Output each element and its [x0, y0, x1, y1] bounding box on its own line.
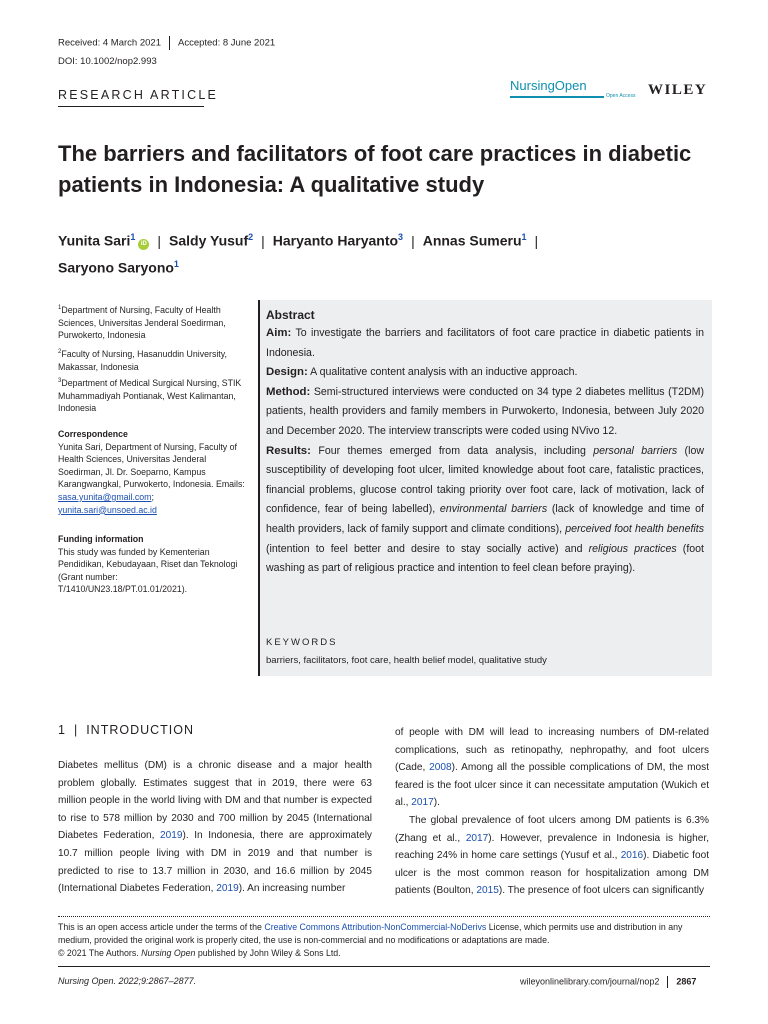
- article-type: RESEARCH ARTICLE: [58, 88, 219, 102]
- license-notice: This is an open access article under the terms of the Creative Commons Attribution-NonCommercial-NoDerivs License, which permits use and distribution in any medium, provided the original work is properly cited, the use is non-commercial and no modifications or adaptations are made. © 2021 The Authors. Nursing Open published by John Wiley & Sons Ltd.: [58, 922, 683, 958]
- section-heading: 1 | INTRODUCTION: [58, 723, 195, 737]
- author-name[interactable]: Haryanto Haryanto: [272, 232, 399, 249]
- abstract-method: Method: Semi-structured interviews were conducted on 34 type 2 diabetes mellitus (T2DM) patients, health providers and family members in Purwokerto, Indonesia, between July 2020 and December 2020. The interview transcripts were coded using NVivo 12.: [266, 385, 704, 437]
- divider: [667, 976, 668, 988]
- accepted-date: Accepted: 8 June 2021: [177, 37, 276, 49]
- abstract-design: Design: A qualitative content analysis with an inductive approach.: [266, 366, 578, 379]
- author-affiliation-ref[interactable]: 3: [398, 232, 404, 242]
- journal-logo: NursingOpen: [510, 78, 587, 93]
- correspondence-text: Yunita Sari, Department of Nursing, Faculty of Health Sciences, Universitas Jenderal Soedirman, Jl. Dr. Soeparno, Kampus Karangwangkal, Purwokerto, Indonesia.: [58, 441, 237, 490]
- footer-right: [520, 976, 696, 988]
- author-affiliation-ref[interactable]: 1: [130, 232, 136, 242]
- emails-label: Emails:: [215, 479, 245, 490]
- abstract: [266, 306, 704, 579]
- author-name[interactable]: Yunita Sari: [58, 232, 131, 249]
- orcid-icon[interactable]: iD: [138, 239, 149, 250]
- author-name[interactable]: Saldy Yusuf: [169, 232, 249, 249]
- citation-link[interactable]: 2019: [216, 883, 239, 895]
- body-column-left: Diabetes mellitus (DM) is a chronic disease and a major health problem globally. Estimates suggest that in 2019, there were 63 million people in the world living with DM and that number is expected to rise to 578 million by 2030 and 700 million by 2045 (International Diabetes Federation, 2019). In Indonesia, there are approximately 10.7 million people living with DM in 2019 and that number is predicted to rise to 13.7 million in 2030, and 16.6 million by 2045 (International Diabetes Federation, 2019). An increasing number: [58, 760, 372, 895]
- keywords: barriers, facilitators, foot care, health belief model, qualitative study: [266, 655, 547, 666]
- funding-text: This study was funded by Kementerian Pendidikan, Kebudayaan, Riset dan Teknologi (Grant number: T/1410/UN23.18/PT.01.01/2021).: [58, 546, 238, 595]
- author-name[interactable]: Saryono Saryono: [58, 259, 174, 276]
- intro-paragraph-continued: of people with DM will lead to increasing numbers of DM-related complications, such as retinopathy, nephropathy, and foot ulcers (Cade, 2008). Among all the possible complications of DM, the most feared is the foot ulcer since it can necessitate amputation (Wukich et al., 2017).: [395, 727, 709, 809]
- journal-citation: Nursing Open. 2022;9:2867–2877.: [58, 976, 197, 986]
- author-separator: |: [411, 232, 415, 249]
- footer-divider: [58, 966, 710, 967]
- citation-link[interactable]: 2017: [465, 832, 489, 844]
- abstract-results: Results: Four themes emerged from data analysis, including personal barriers (low susceptibility of developing foot ulcer, limited knowledge about foot care, fatalistic practices, financial problems, glucose control taking priority over foot care, lack of motivation, lack of confidence, fear of being labelled), environmental barriers (lack of knowledge and time of health providers, lack of family support and climate conditions), perceived foot health benefits (intention to feel better and desire to stay socially active) and religious practices (foot washing as part of religious practice and intention to feel clean before praying).: [266, 444, 704, 575]
- citation-link[interactable]: 2016: [620, 850, 644, 862]
- intro-paragraph: The global prevalence of foot ulcers among DM patients is 6.3% (Zhang et al., 2017). However, prevalence in Indonesia is higher, reaching 24% in home care settings (Yusuf et al., 2016). Diabetic foot ulcer is the most common reason for hospitalization among DM patients (Boulton, 2015). The presence of foot ulcers can significantly: [395, 814, 710, 897]
- author-affiliation-ref[interactable]: 1: [173, 258, 179, 269]
- section-title: INTRODUCTION: [86, 723, 195, 737]
- correspondence: Correspondence Yunita Sari, Department of Nursing, Faculty of Health Sciences, Universitas Jenderal Soedirman, Jl. Dr. Soeparno, Kampus Karangwangkal, Purwokerto, Indonesia. Emails: sasa.yunita@gmail.com; yunita.sari@unsoed.ac.id: [58, 428, 248, 516]
- funding: [58, 533, 248, 596]
- page-number: 2867: [676, 976, 697, 987]
- author-separator: |: [534, 232, 539, 249]
- publisher-logo: WILEY: [648, 82, 708, 98]
- affiliation: $^3$Department of Medical Surgical Nursing, STIK Muhammadiyah Pontianak, West Kalimantan, Indonesia: [58, 377, 242, 414]
- email-link[interactable]: yunita.sari@unsoed.ac.id: [58, 504, 157, 515]
- abstract-aim: Aim: To investigate the barriers and facilitators of foot care practice in diabetic patients in Indonesia.: [266, 327, 704, 359]
- author-separator: |: [157, 232, 162, 249]
- author-affiliation-ref[interactable]: 2: [248, 232, 254, 242]
- body-column-right: [395, 724, 709, 900]
- citation-link[interactable]: 2019: [160, 830, 183, 842]
- funding-heading: Funding information: [58, 534, 144, 544]
- author-name[interactable]: Annas Sumeru: [422, 232, 522, 249]
- received-date: Received: 4 March 2021: [58, 37, 161, 49]
- journal-logo-bar: [510, 96, 604, 98]
- author-affiliation-ref[interactable]: 1: [521, 232, 527, 242]
- article-title: The barriers and facilitators of foot care practices in diabetic patients in Indonesia: A qualitative study: [58, 141, 692, 197]
- section-number: 1: [58, 723, 66, 737]
- license-link[interactable]: Creative Commons Attribution-NonCommercial-NoDerivs: [264, 922, 487, 932]
- journal-url[interactable]: wileyonlinelibrary.com/journal/nop2: [520, 976, 660, 987]
- license-divider: [58, 916, 710, 917]
- continued-text: of people with DM will lead to increasing numbers of DM-related complications, such as retinopathy, nephropathy, and foot ulcers (Cade,: [395, 727, 709, 774]
- affiliation: $^2$Faculty of Nursing, Hasanuddin University, Makassar, Indonesia: [58, 348, 227, 372]
- open-access-tag: Open Access: [606, 93, 636, 99]
- keywords-heading: KEYWORDS: [266, 637, 338, 648]
- author-separator: |: [261, 232, 265, 249]
- author-list: [58, 226, 718, 279]
- divider: [58, 106, 204, 107]
- abstract-heading: Abstract: [266, 308, 315, 322]
- divider: [169, 36, 170, 50]
- email-link[interactable]: sasa.yunita@gmail.com: [58, 491, 152, 502]
- citation-link[interactable]: 2008: [429, 762, 452, 774]
- article-dates: [58, 36, 275, 50]
- citation-link[interactable]: 2017: [411, 797, 434, 809]
- citation-link[interactable]: 2015: [476, 885, 499, 897]
- affiliation: $^1$Department of Nursing, Faculty of Health Sciences, Universitas Jenderal Soedirman, Purwokerto, Indonesia: [58, 304, 226, 341]
- correspondence-heading: Correspondence: [58, 429, 128, 439]
- doi[interactable]: DOI: 10.1002/nop2.993: [58, 56, 157, 67]
